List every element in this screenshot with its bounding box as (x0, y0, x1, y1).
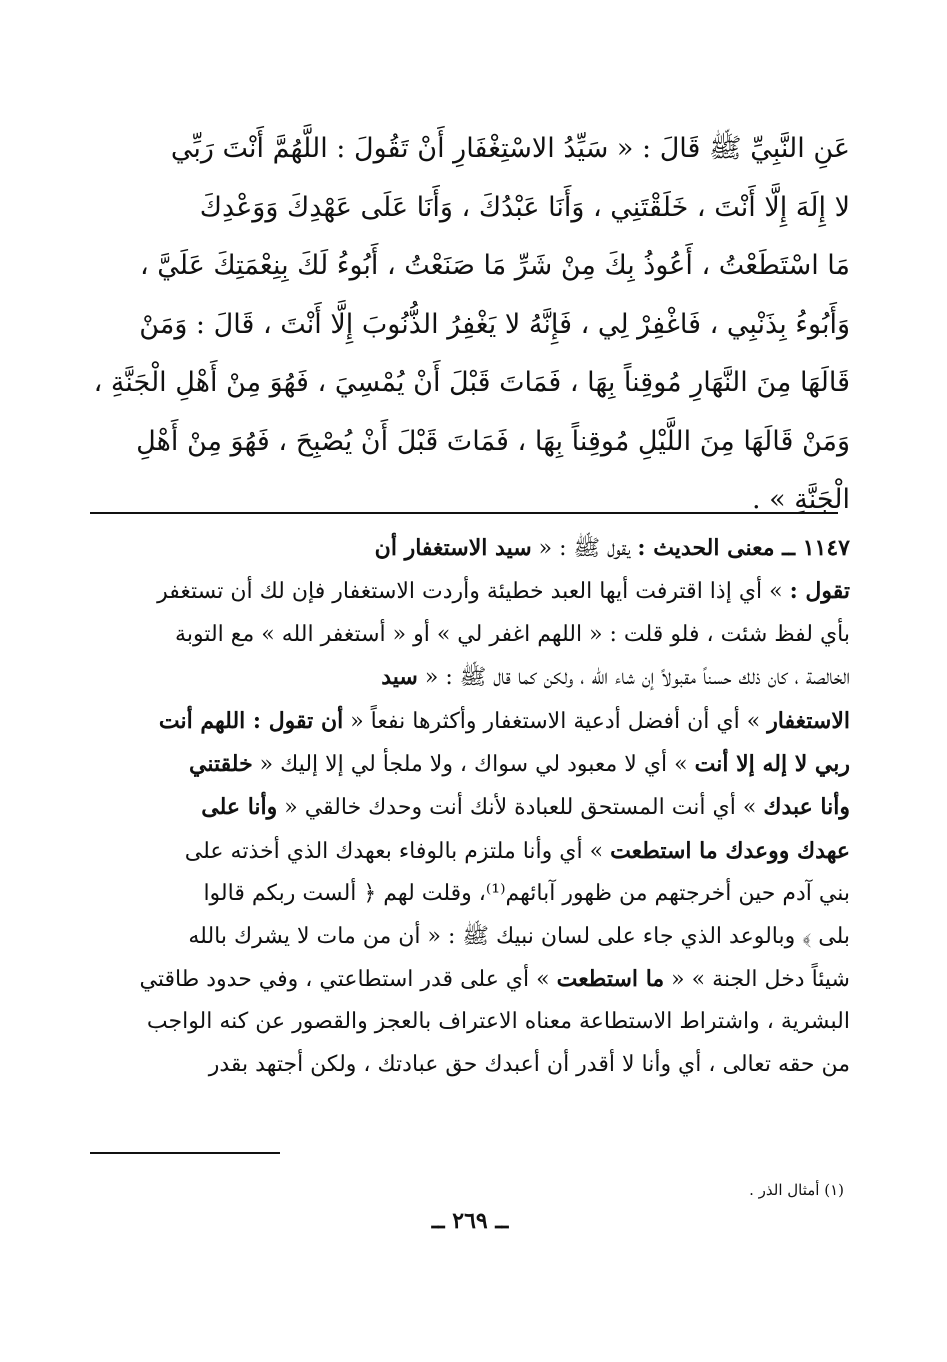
hadith-line: الْجَنَّةِ » . (751, 484, 850, 515)
commentary-line: وأنا عبدك » أي أنت المستحق للعبادة لأنك أنت وحدك خالقي « وأنا على (201, 794, 850, 821)
hadith-line: لا إِلَهَ إِلَّا أَنْتَ ، خَلَقْتَنِي ، وَأَنَا عَبْدُكَ ، وَأَنَا عَلَى عَهْدِكَ وَوَعْدِكَ (199, 191, 850, 223)
commentary-line: عهدك ووعدك ما استطعت » أي وأنا ملتزم بالوفاء بعهدك الذي أخذته على (184, 837, 850, 864)
footnote-divider (90, 1152, 280, 1154)
commentary-line: بأي لفظ شئت ، فلو قلت : « اللهم اغفر لي » أو « أستغفر الله » مع التوبة (175, 621, 850, 647)
commentary-line: الاستغفار » أي أن أفضل أدعية الاستغفار وأكثرها نفعاً « أن تقول : اللهم أنت (158, 707, 850, 734)
hadith-line: قَالَهَا مِنَ النَّهَارِ مُوقِناً بِهَا ، فَمَاتَ قَبْلَ أَنْ يُمْسِيَ ، فَهُوَ مِنْ أَهْلِ الْجَنَّةِ ، (93, 367, 850, 398)
commentary-line: ١١٤٧ ــ معنى الحديث : يقول ﷺ : « سيد الاستغفار أن (374, 535, 850, 561)
commentary-line: شيئاً دخل الجنة » « ما استطعت » أي على قدر استطاعتي ، وفي حدود طاقتي (139, 966, 850, 993)
hadith-line: عَنِ النَّبِيِّ ﷺ قَالَ : « سَيِّدُ الاسْتِغْفَارِ أَنْ تَقُولَ : اللَّهُمَّ أَنْتَ رَبِّي (170, 133, 850, 164)
page-number: ــ ٢٦٩ ــ (431, 1208, 509, 1234)
commentary-line: الخالصة ، كان ذلك حسناً مقبولاً إن شاء الله ، ولكن كما قال ﷺ : « سيد (381, 664, 850, 691)
commentary-line: بني آدم حين أخرجتهم من ظهور آبائهم⁽¹⁾، وقلت لهم ﴿ ألست ربكم قالوا (203, 881, 850, 907)
commentary-line: تقول : » أي إذا اقترفت أيها العبد خطيئة وأردت الاستغفار فإن لك أن تستغفر (157, 578, 850, 605)
section-divider (90, 512, 838, 514)
commentary-text (90, 527, 850, 1086)
commentary-heading: ١١٤٧ ــ معنى الحديث : (637, 535, 850, 561)
commentary-line: ربي لا إله إلا أنت » أي لا معبود لي سواك ، ولا ملجأ لي إلا إليك « خلقتني (189, 751, 850, 778)
commentary-line: بلى ﴾ وبالوعد الذي جاء على لسان نبيك ﷺ : « أن من مات لا يشرك بالله (188, 923, 850, 949)
hadith-line: وَأَبُوءُ بِذَنْبِي ، فَاغْفِرْ لِي ، فَإِنَّهُ لا يَغْفِرُ الذُّنُوبَ إِلَّا أَنْتَ ، قَالَ : وَمَنْ (139, 308, 850, 340)
commentary-line: من حقه تعالى ، أي وأنا لا أقدر أن أعبدك حق عبادتك ، ولكن أجتهد بقدر (208, 1051, 850, 1077)
hadith-line: مَا اسْتَطَعْتُ ، أَعُوذُ بِكَ مِنْ شَرِّ مَا صَنَعْتُ ، أَبُوءُ لَكَ بِنِعْمَتِكَ عَلَيَّ ، (139, 250, 850, 281)
footnote: (١) أمثال الذر . (749, 1181, 844, 1199)
commentary-line: البشرية ، واشتراط الاستطاعة معناه الاعتراف بالعجز والقصور عن كنه الواجب (146, 1009, 850, 1035)
hadith-text (90, 120, 850, 530)
page-content (90, 120, 850, 1280)
hadith-line: وَمَنْ قَالَهَا مِنَ اللَّيْلِ مُوقِناً بِهَا ، فَمَاتَ قَبْلَ أَنْ يُصْبِحَ ، فَهُوَ مِنْ أَهْلِ (136, 425, 850, 457)
